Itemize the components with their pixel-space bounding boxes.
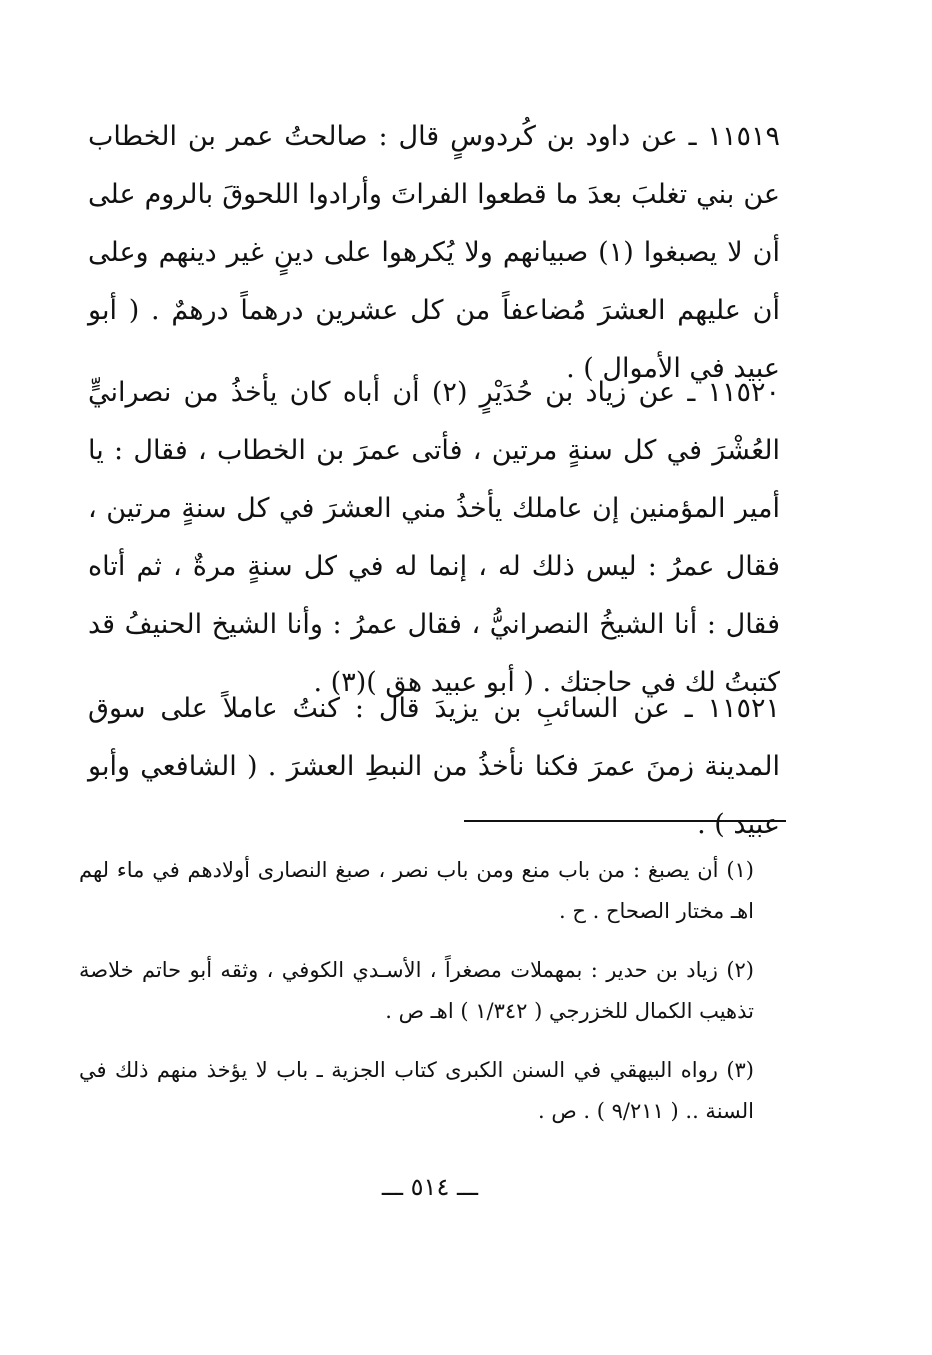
hadith-paragraph-11520: ١١٥٢٠ ـ عن زياد بن حُدَيْرٍ (٢) أن أباه كان يأخذُ من نصرانيٍّ العُشْرَ في كل سنةٍ مرتين ، فأتى عمرَ بن الخطاب ، فقال : يا أمير المؤمنين إن عاملك يأخذُ مني العشرَ في كل سنةٍ مرتين ، فقال عمرُ : ليس ذلك له ، إنما له في كل سنةٍ مرةٌ ، ثم أتاه فقال : أنا الشيخُ النصرانيُّ ، فقال عمرُ : وأنا الشيخ الحنيفُ قد كتبتُ لك في حاجتك . ( أبو عبيد هق )(٣) . bbox=[88, 377, 780, 698]
footnote-3: (٣) رواه البيهقي في السنن الكبرى كتاب الجزية ـ باب لا يؤخذ منهم ذلك في السنة .. ( ٩/٢١١ ) . ص . bbox=[79, 1058, 754, 1123]
hadith-paragraph-11521: ١١٥٢١ ـ عن السائبِ بن يزيدَ قال : كنتُ عاملاً على سوق المدينة زمنَ عمرَ فكنا نأخذُ من النبطِ العشرَ . ( الشافعي وأبو عبيد ) . bbox=[88, 693, 780, 840]
footnote-2: (٢) زياد بن حدير : بمهملات مصغراً ، الأسـدي الكوفي ، وثقه أبو حاتم خلاصة تذهيب الكمال للخزرجي ( ١/٣٤٢ ) اهـ ص . bbox=[79, 958, 754, 1023]
page-number: ـــ ٥١٤ ـــ bbox=[381, 1173, 479, 1201]
footnote-1: (١) أن يصبغ : من باب منع ومن باب نصر ، صبغ النصارى أولادهم في ماء لهم اهـ مختار الصحاح . ح . bbox=[79, 858, 754, 923]
hadith-paragraph-11519: ١١٥١٩ ـ عن داود بن كُردوسٍ قال : صالحتُ عمر بن الخطاب عن بني تغلبَ بعدَ ما قطعوا الفراتَ وأرادوا اللحوقَ بالروم على أن لا يصبغوا (١) صبيانهم ولا يُكرهوا على دينٍ غير دينهم وعلى أن عليهم العشرَ مُضاعفاً من كل عشرين درهماً درهمٌ . ( أبو عبيد في الأموال ) . bbox=[88, 121, 780, 384]
footnote-divider bbox=[464, 820, 786, 822]
